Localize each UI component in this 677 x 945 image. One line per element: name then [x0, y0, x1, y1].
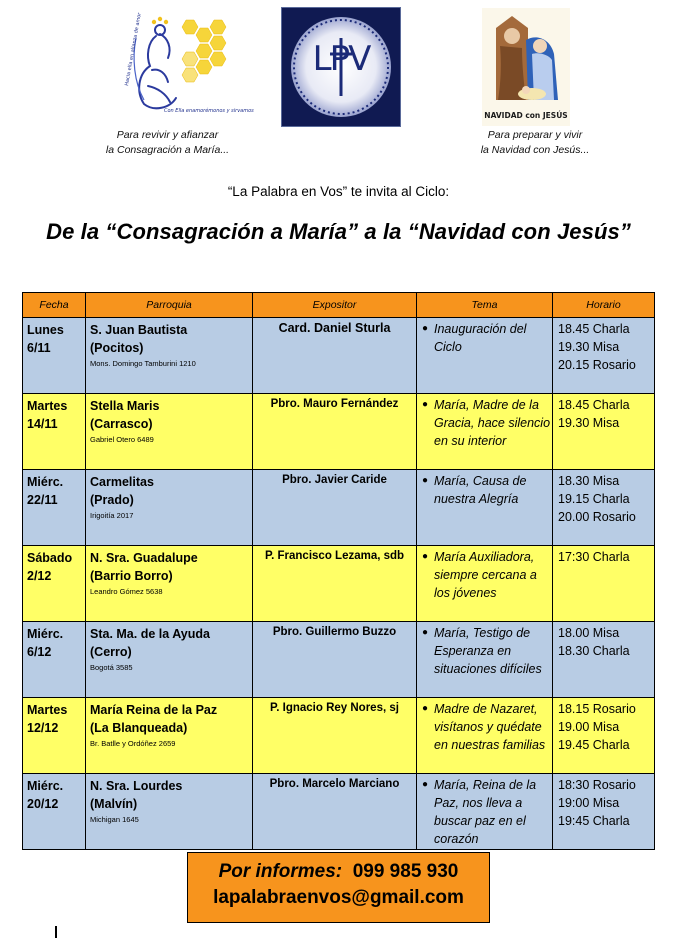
speaker-cell: Pbro. Mauro Fernández [253, 394, 417, 470]
column-header-horario: Horario [553, 293, 655, 318]
day-month: 2/12 [27, 569, 52, 583]
weekday: Martes [27, 399, 68, 413]
contact-box [187, 852, 490, 923]
date-cell [23, 318, 86, 394]
date-cell [23, 622, 86, 698]
left-caption [60, 128, 275, 158]
time-entry: 20.15 Rosario [558, 358, 636, 372]
table-row [23, 774, 655, 850]
parish-neighborhood: (Prado) [90, 493, 134, 507]
table-row [23, 470, 655, 546]
contact-email-link[interactable]: lapalabraenvos@gmail.com [213, 887, 464, 908]
parish-name: Sta. Ma. de la Ayuda [90, 627, 210, 641]
time-entry: 18.45 Charla [558, 398, 630, 412]
time-entry: 19.45 Charla [558, 738, 630, 752]
theme-text: María, Madre de la Gracia, hace silencio en su interior [434, 398, 551, 448]
parish-neighborhood: (Pocitos) [90, 341, 144, 355]
speaker-cell: P. Ignacio Rey Nores, sj [253, 698, 417, 774]
bullet-icon: ● [422, 627, 429, 638]
parish-neighborhood: (La Blanqueada) [90, 721, 188, 735]
time-entry: 18.30 Charla [558, 644, 630, 658]
day-month: 12/12 [27, 721, 59, 735]
time-entry: 19.30 Misa [558, 340, 620, 354]
navidad-logo [482, 8, 570, 126]
parish-neighborhood: (Barrio Borro) [90, 569, 173, 583]
column-header-expositor: Expositor [253, 293, 417, 318]
theme-text: Madre de Nazaret, visítanos y quédate en nuestras familias [434, 702, 546, 752]
contact-phone[interactable]: 099 985 930 [352, 861, 459, 882]
parish-address: Michigan 1645 [90, 815, 139, 824]
right-caption [430, 128, 640, 158]
parish-cell [86, 470, 253, 546]
times-cell [553, 546, 655, 622]
day-month: 6/11 [27, 341, 51, 355]
time-entry: 17:30 Charla [558, 550, 630, 564]
theme-text: María, Testigo de Esperanza en situaciones difíciles [434, 626, 542, 676]
consagracion-logo [108, 8, 254, 126]
table-header-row [23, 293, 655, 318]
date-cell [23, 394, 86, 470]
parish-cell [86, 394, 253, 470]
parish-address: Br. Batlle y Ordóñez 2659 [90, 739, 176, 748]
parish-cell [86, 622, 253, 698]
table-row [23, 622, 655, 698]
page-title: De la “Consagración a María” a la “Navidad con Jesús” [46, 219, 631, 244]
date-cell [23, 698, 86, 774]
bullet-icon: ● [422, 779, 429, 790]
schedule-table [22, 292, 655, 850]
theme-cell [417, 394, 553, 470]
weekday: Lunes [27, 323, 64, 337]
theme-cell [417, 546, 553, 622]
parish-address: Leandro Gómez 5638 [90, 587, 163, 596]
theme-cell [417, 698, 553, 774]
speaker-cell: Card. Daniel Sturla [253, 318, 417, 394]
invitation-text: “La Palabra en Vos” te invita al Ciclo: [227, 184, 450, 199]
day-month: 14/11 [27, 417, 58, 431]
times-cell [553, 774, 655, 850]
parish-cell [86, 698, 253, 774]
bullet-icon: ● [422, 551, 429, 562]
bullet-icon: ● [422, 399, 429, 410]
time-entry: 19:45 Charla [558, 814, 630, 828]
times-cell [553, 698, 655, 774]
parish-cell [86, 318, 253, 394]
parish-cell [86, 546, 253, 622]
date-cell [23, 546, 86, 622]
contact-phone-line [188, 861, 489, 883]
logo-bottom-text: Con Ella enamorémonos y sirvamos [164, 108, 254, 114]
parish-address: Mons. Domingo Tamburini 1210 [90, 359, 196, 368]
time-entry: 20.00 Rosario [558, 510, 636, 524]
theme-cell [417, 774, 553, 850]
day-month: 22/11 [27, 493, 58, 507]
date-cell [23, 470, 86, 546]
weekday: Miérc. [27, 779, 64, 793]
parish-name: N. Sra. Lourdes [90, 779, 183, 793]
theme-text: María Auxiliadora, siempre cercana a los jóvenes [434, 550, 537, 600]
parish-name: María Reina de la Paz [90, 703, 218, 717]
bullet-icon: ● [422, 323, 429, 334]
times-cell [553, 318, 655, 394]
column-header-tema: Tema [417, 293, 553, 318]
time-entry: 19.30 Misa [558, 416, 620, 430]
table-row [23, 394, 655, 470]
theme-cell [417, 622, 553, 698]
theme-text: María, Causa de nuestra Alegría [434, 474, 527, 506]
right-caption-line: la Navidad con Jesús... [480, 144, 590, 156]
speaker-cell: P. Francisco Lezama, sdb [253, 546, 417, 622]
theme-text: Inauguración del Ciclo [434, 322, 527, 354]
parish-cell [86, 774, 253, 850]
time-entry: 18.45 Charla [558, 322, 630, 336]
speaker-cell: Pbro. Javier Caride [253, 470, 417, 546]
time-entry: 19.00 Misa [558, 720, 620, 734]
parish-name: N. Sra. Guadalupe [90, 551, 198, 565]
bullet-icon: ● [422, 703, 429, 714]
left-caption-line: Para revivir y afianzar [116, 129, 219, 141]
parish-name: S. Juan Bautista [90, 323, 188, 337]
time-entry: 18:30 Rosario [558, 778, 636, 792]
time-entry: 18.00 Misa [558, 626, 620, 640]
column-header-fecha: Fecha [23, 293, 86, 318]
times-cell [553, 394, 655, 470]
logo-arc-text: Hacia ella en alianza de amor [124, 12, 143, 87]
date-cell [23, 774, 86, 850]
parish-address: Bogotá 3585 [90, 663, 133, 672]
weekday: Miérc. [27, 627, 64, 641]
day-month: 6/12 [27, 645, 52, 659]
lpv-logo [281, 7, 401, 127]
table-row [23, 698, 655, 774]
weekday: Martes [27, 703, 68, 717]
contact-label: Por informes: [218, 861, 343, 882]
table-row [23, 546, 655, 622]
parish-name: Stella Maris [90, 399, 160, 413]
parish-name: Carmelitas [90, 475, 154, 489]
table-row [23, 318, 655, 394]
column-header-parroquia: Parroquia [86, 293, 253, 318]
weekday: Sábado [27, 551, 73, 565]
times-cell [553, 622, 655, 698]
time-entry: 18.15 Rosario [558, 702, 636, 716]
left-caption-line: la Consagración a María... [105, 144, 230, 156]
time-entry: 19.15 Charla [558, 492, 630, 506]
time-entry: 19:00 Misa [558, 796, 620, 810]
day-month: 20/12 [27, 797, 59, 811]
navidad-logo-text: NAVIDAD con JESÚS [484, 111, 568, 120]
bullet-icon: ● [422, 475, 429, 486]
parish-neighborhood: (Carrasco) [90, 417, 153, 431]
weekday: Miérc. [27, 475, 64, 489]
parish-neighborhood: (Malvín) [90, 797, 138, 811]
speaker-cell: Pbro. Marcelo Marciano [253, 774, 417, 850]
time-entry: 18.30 Misa [558, 474, 620, 488]
theme-cell [417, 470, 553, 546]
speaker-cell: Pbro. Guillermo Buzzo [253, 622, 417, 698]
parish-neighborhood: (Cerro) [90, 645, 132, 659]
right-caption-line: Para preparar y vivir [487, 129, 583, 141]
text-cursor-mark [55, 926, 57, 938]
parish-address: Gabriel Otero 6489 [90, 435, 154, 444]
theme-cell [417, 318, 553, 394]
lpv-letters: LPV [312, 39, 370, 79]
parish-address: Irigoitía 2017 [90, 511, 134, 520]
times-cell [553, 470, 655, 546]
theme-text: María, Reina de la Paz, nos lleva a buscar paz en el corazón [434, 778, 537, 846]
